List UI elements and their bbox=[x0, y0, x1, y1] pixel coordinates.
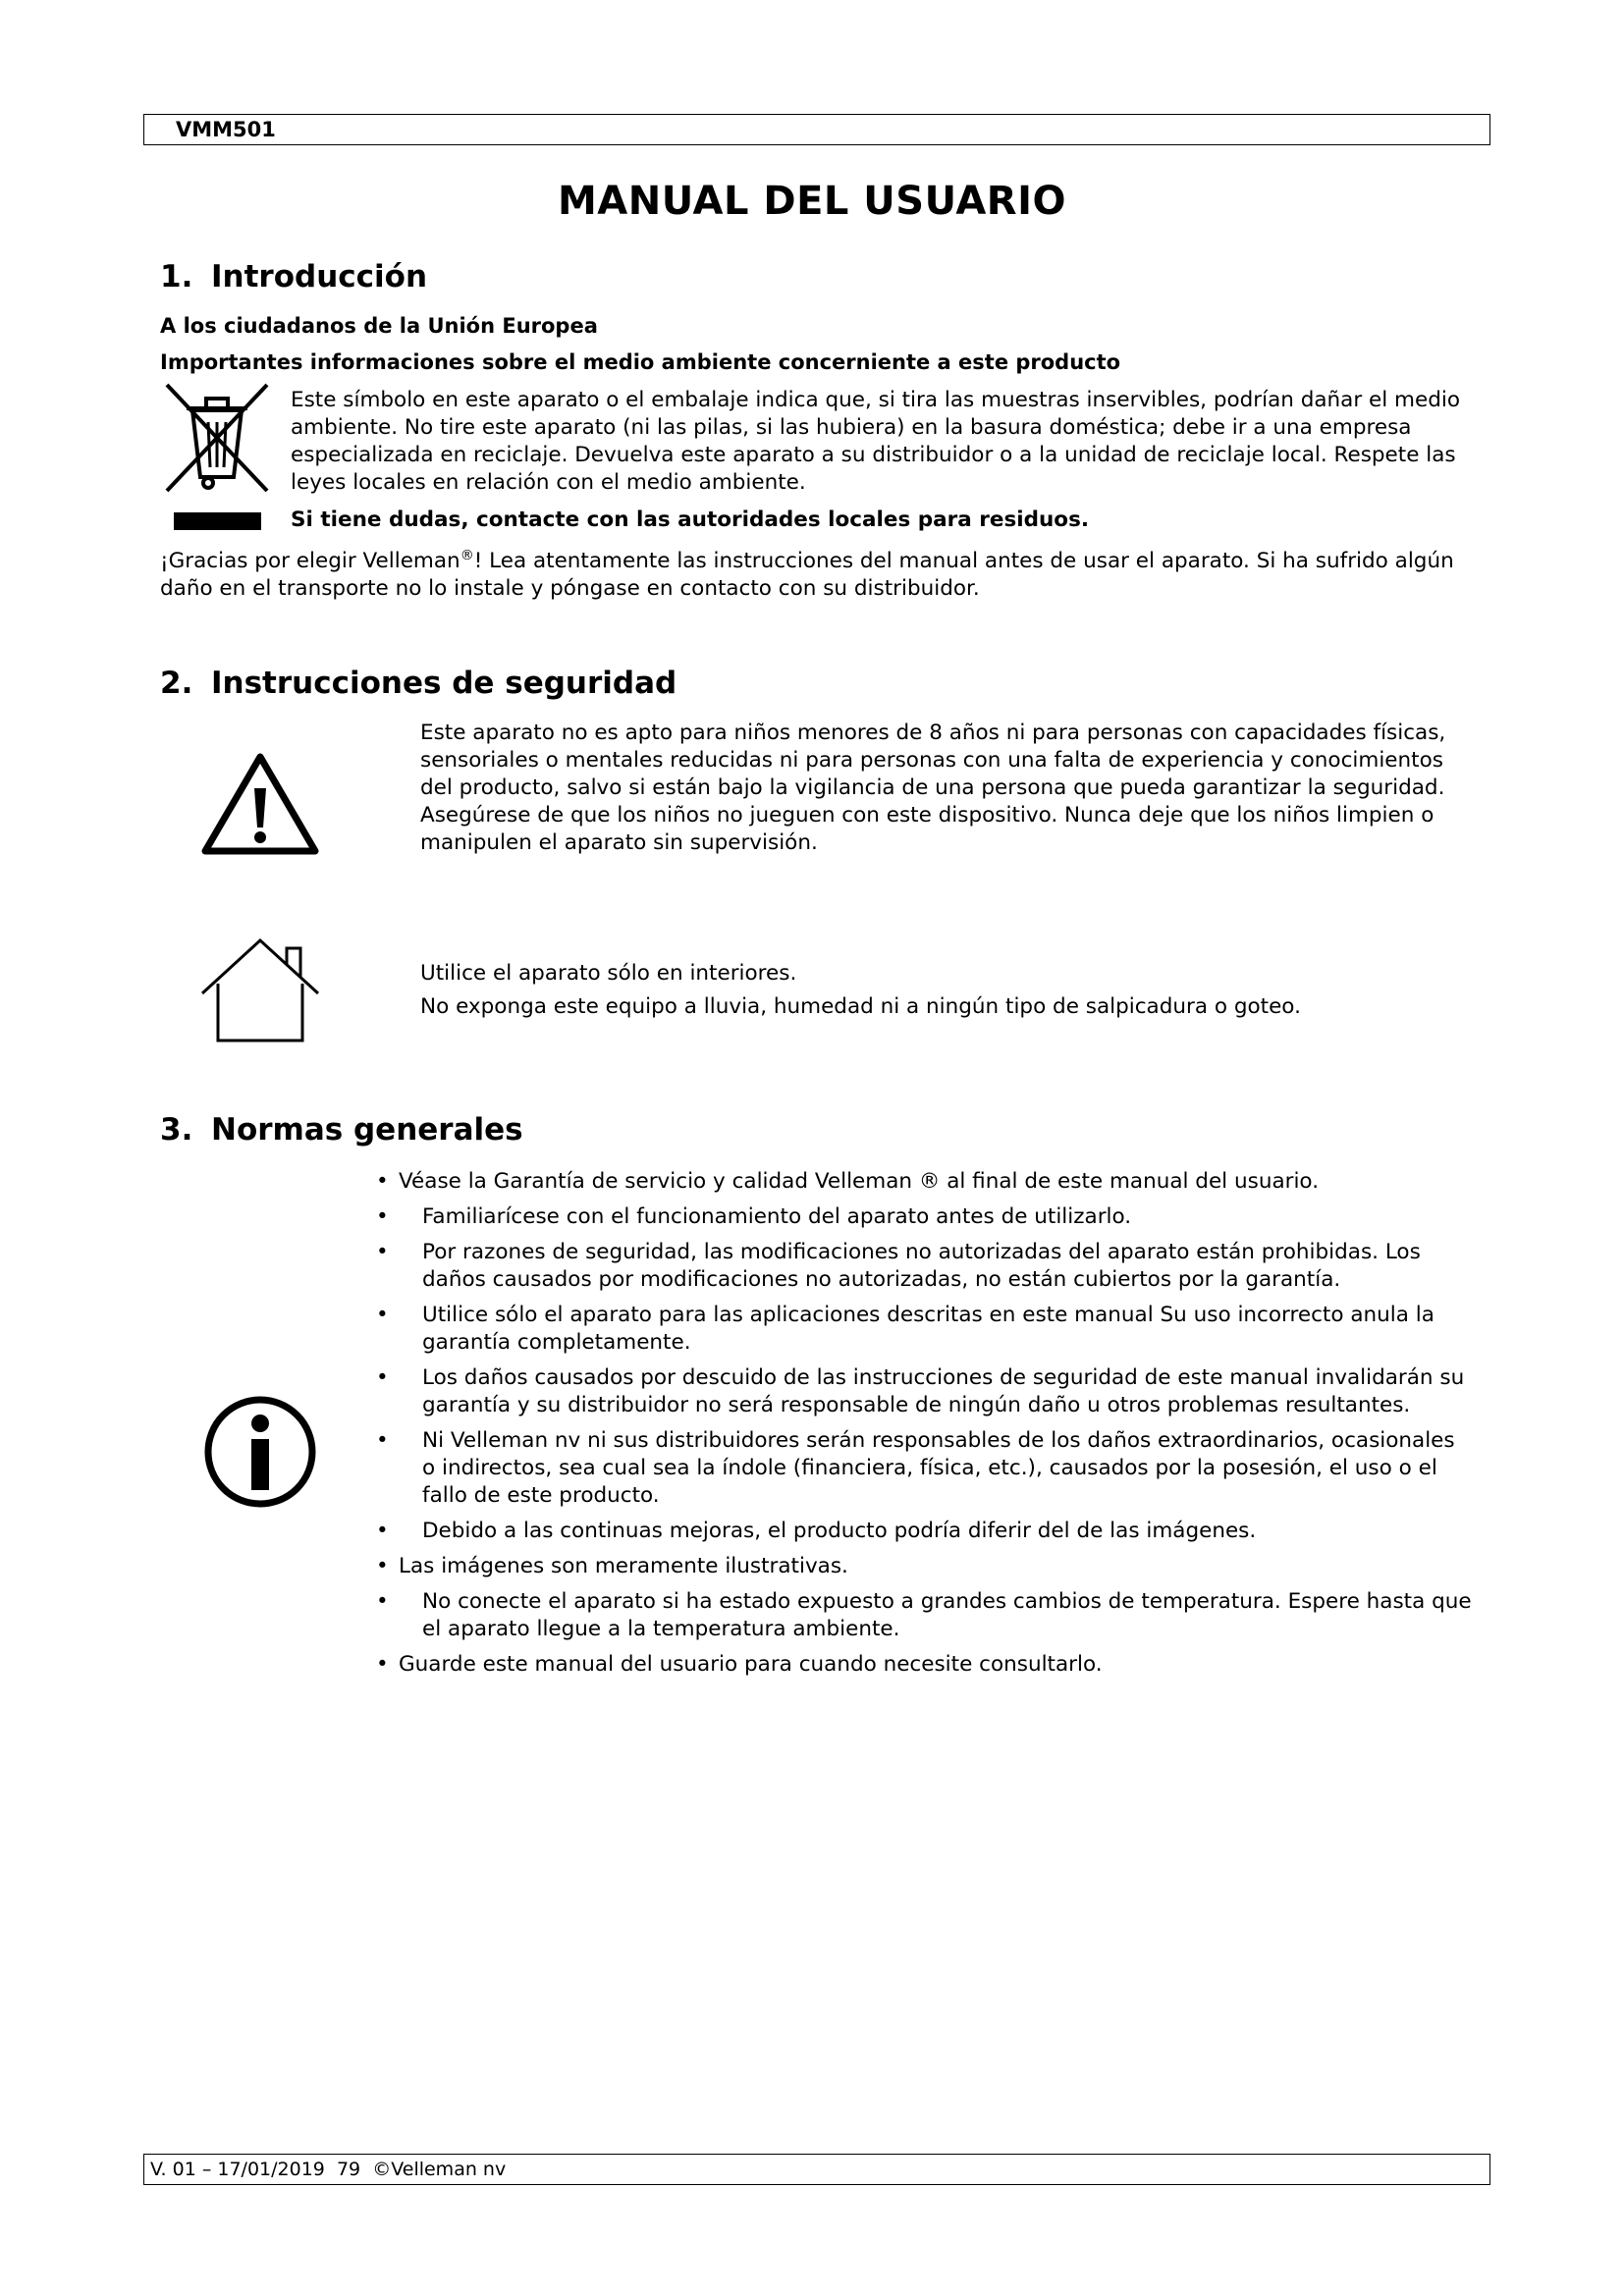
section-general-heading bbox=[160, 1112, 523, 1148]
registered-mark: ® bbox=[460, 548, 474, 563]
children-safety-paragraph: Este aparato no es apto para niños menores de 8 años ni para personas con capacidades físicas, sensoriales o mentales reducidas ni para personas con una falta de experiencia y conocimientos del producto, salvo si están bajo la vigilancia de una persona que pueda garantizar la seguridad. Asegúrese de que los niños no jueguen con este dispositivo. Nunca deje que los niños limpien o manipulen el aparato sin supervisión. bbox=[420, 721, 1446, 855]
list-item: • Utilice sólo el aparato para las aplicaciones descritas en este manual Su uso incorrecto anula la garantía completamente. bbox=[373, 1302, 1473, 1357]
list-item: • Por razones de seguridad, las modificaciones no autorizadas del aparato están prohibidas. Los daños causados por modificaciones no autorizadas, no están cubiertos por la garantía. bbox=[373, 1239, 1473, 1294]
list-item: • No conecte el aparato si ha estado expuesto a grandes cambios de temperatura. Espere hasta que el aparato llegue a la temperatura ambiente. bbox=[373, 1588, 1473, 1643]
section-number: 3. bbox=[160, 1112, 193, 1148]
environment-subheading: Importantes informaciones sobre el medio ambiente concerniente a este producto bbox=[160, 350, 1121, 374]
page-title: MANUAL DEL USUARIO bbox=[558, 179, 1066, 224]
thanks-text-b: ! Lea atentamente las instrucciones del manual antes de usar el aparato. Si ha sufrido algún daño en el transporte no lo instale y póngase en contacto con su distribuidor. bbox=[160, 549, 1454, 602]
list-item: • Las imágenes son meramente ilustrativas. bbox=[373, 1553, 1473, 1580]
section-title: Instrucciones de seguridad bbox=[211, 666, 677, 701]
indoor-use-line: Utilice el aparato sólo en interiores. bbox=[420, 961, 797, 986]
section-number: 1. bbox=[160, 259, 193, 294]
list-item: • Debido a las continuas mejoras, el producto podría diferir del de las imágenes. bbox=[373, 1518, 1473, 1545]
list-item: • Los daños causados por descuido de las instrucciones de seguridad de este manual invalidarán su garantía y su distribuidor no será responsable de ningún daño u otros problemas resultantes. bbox=[373, 1364, 1473, 1419]
section-intro-heading bbox=[160, 259, 427, 294]
contact-authorities-note: Si tiene dudas, contacte con las autoridades locales para residuos. bbox=[291, 507, 1090, 532]
footer-bar bbox=[143, 2154, 1490, 2185]
thanks-text-a: ¡Gracias por elegir Velleman bbox=[160, 549, 460, 574]
crossed-bin-icon bbox=[163, 381, 271, 495]
house-icon bbox=[196, 934, 324, 1046]
general-rules-list bbox=[373, 1168, 1473, 1686]
list-item: • Ni Velleman nv ni sus distribuidores serán responsables de los daños extraordinarios, ocasionales o indirectos, sea cual sea la índole (financiera, física, etc.), causados por la posesión, el uso o el fallo de este producto. bbox=[373, 1427, 1473, 1510]
footer-text: V. 01 – 17/01/2019 79 ©Velleman nv bbox=[150, 2159, 507, 2180]
list-item: • Guarde este manual del usuario para cuando necesite consultarlo. bbox=[373, 1651, 1473, 1679]
section-title: Introducción bbox=[211, 259, 428, 294]
list-item: • Familiarícese con el funcionamiento del aparato antes de utilizarlo. bbox=[373, 1203, 1473, 1231]
weee-paragraph: Este símbolo en este aparato o el embalaje indica que, si tira las muestras inservibles, podrían dañar el medio ambiente. No tire este aparato (ni las pilas, si las hubiera) en la basura doméstica; debe ir a una empresa especializada en reciclaje. Devuelva este aparato a su distribuidor o a la unidad de reciclaje local. Respete las leyes locales en relación con el medio ambiente. bbox=[291, 388, 1461, 495]
list-item: • Véase la Garantía de servicio y calidad Velleman ® al final de este manual del usuario. bbox=[373, 1168, 1473, 1196]
warning-triangle-icon bbox=[199, 751, 321, 857]
no-moisture-line: No exponga este equipo a lluvia, humedad ni a ningún tipo de salpicadura o goteo. bbox=[420, 994, 1301, 1019]
info-icon bbox=[202, 1394, 318, 1510]
eu-citizens-subheading: A los ciudadanos de la Unión Europea bbox=[160, 314, 598, 338]
black-bar-symbol bbox=[174, 512, 261, 530]
section-number: 2. bbox=[160, 666, 193, 701]
section-safety-heading bbox=[160, 666, 677, 701]
section-title: Normas generales bbox=[211, 1112, 523, 1148]
header-bar bbox=[143, 114, 1490, 145]
model-label: VMM501 bbox=[176, 118, 276, 141]
thanks-paragraph bbox=[160, 542, 1476, 603]
